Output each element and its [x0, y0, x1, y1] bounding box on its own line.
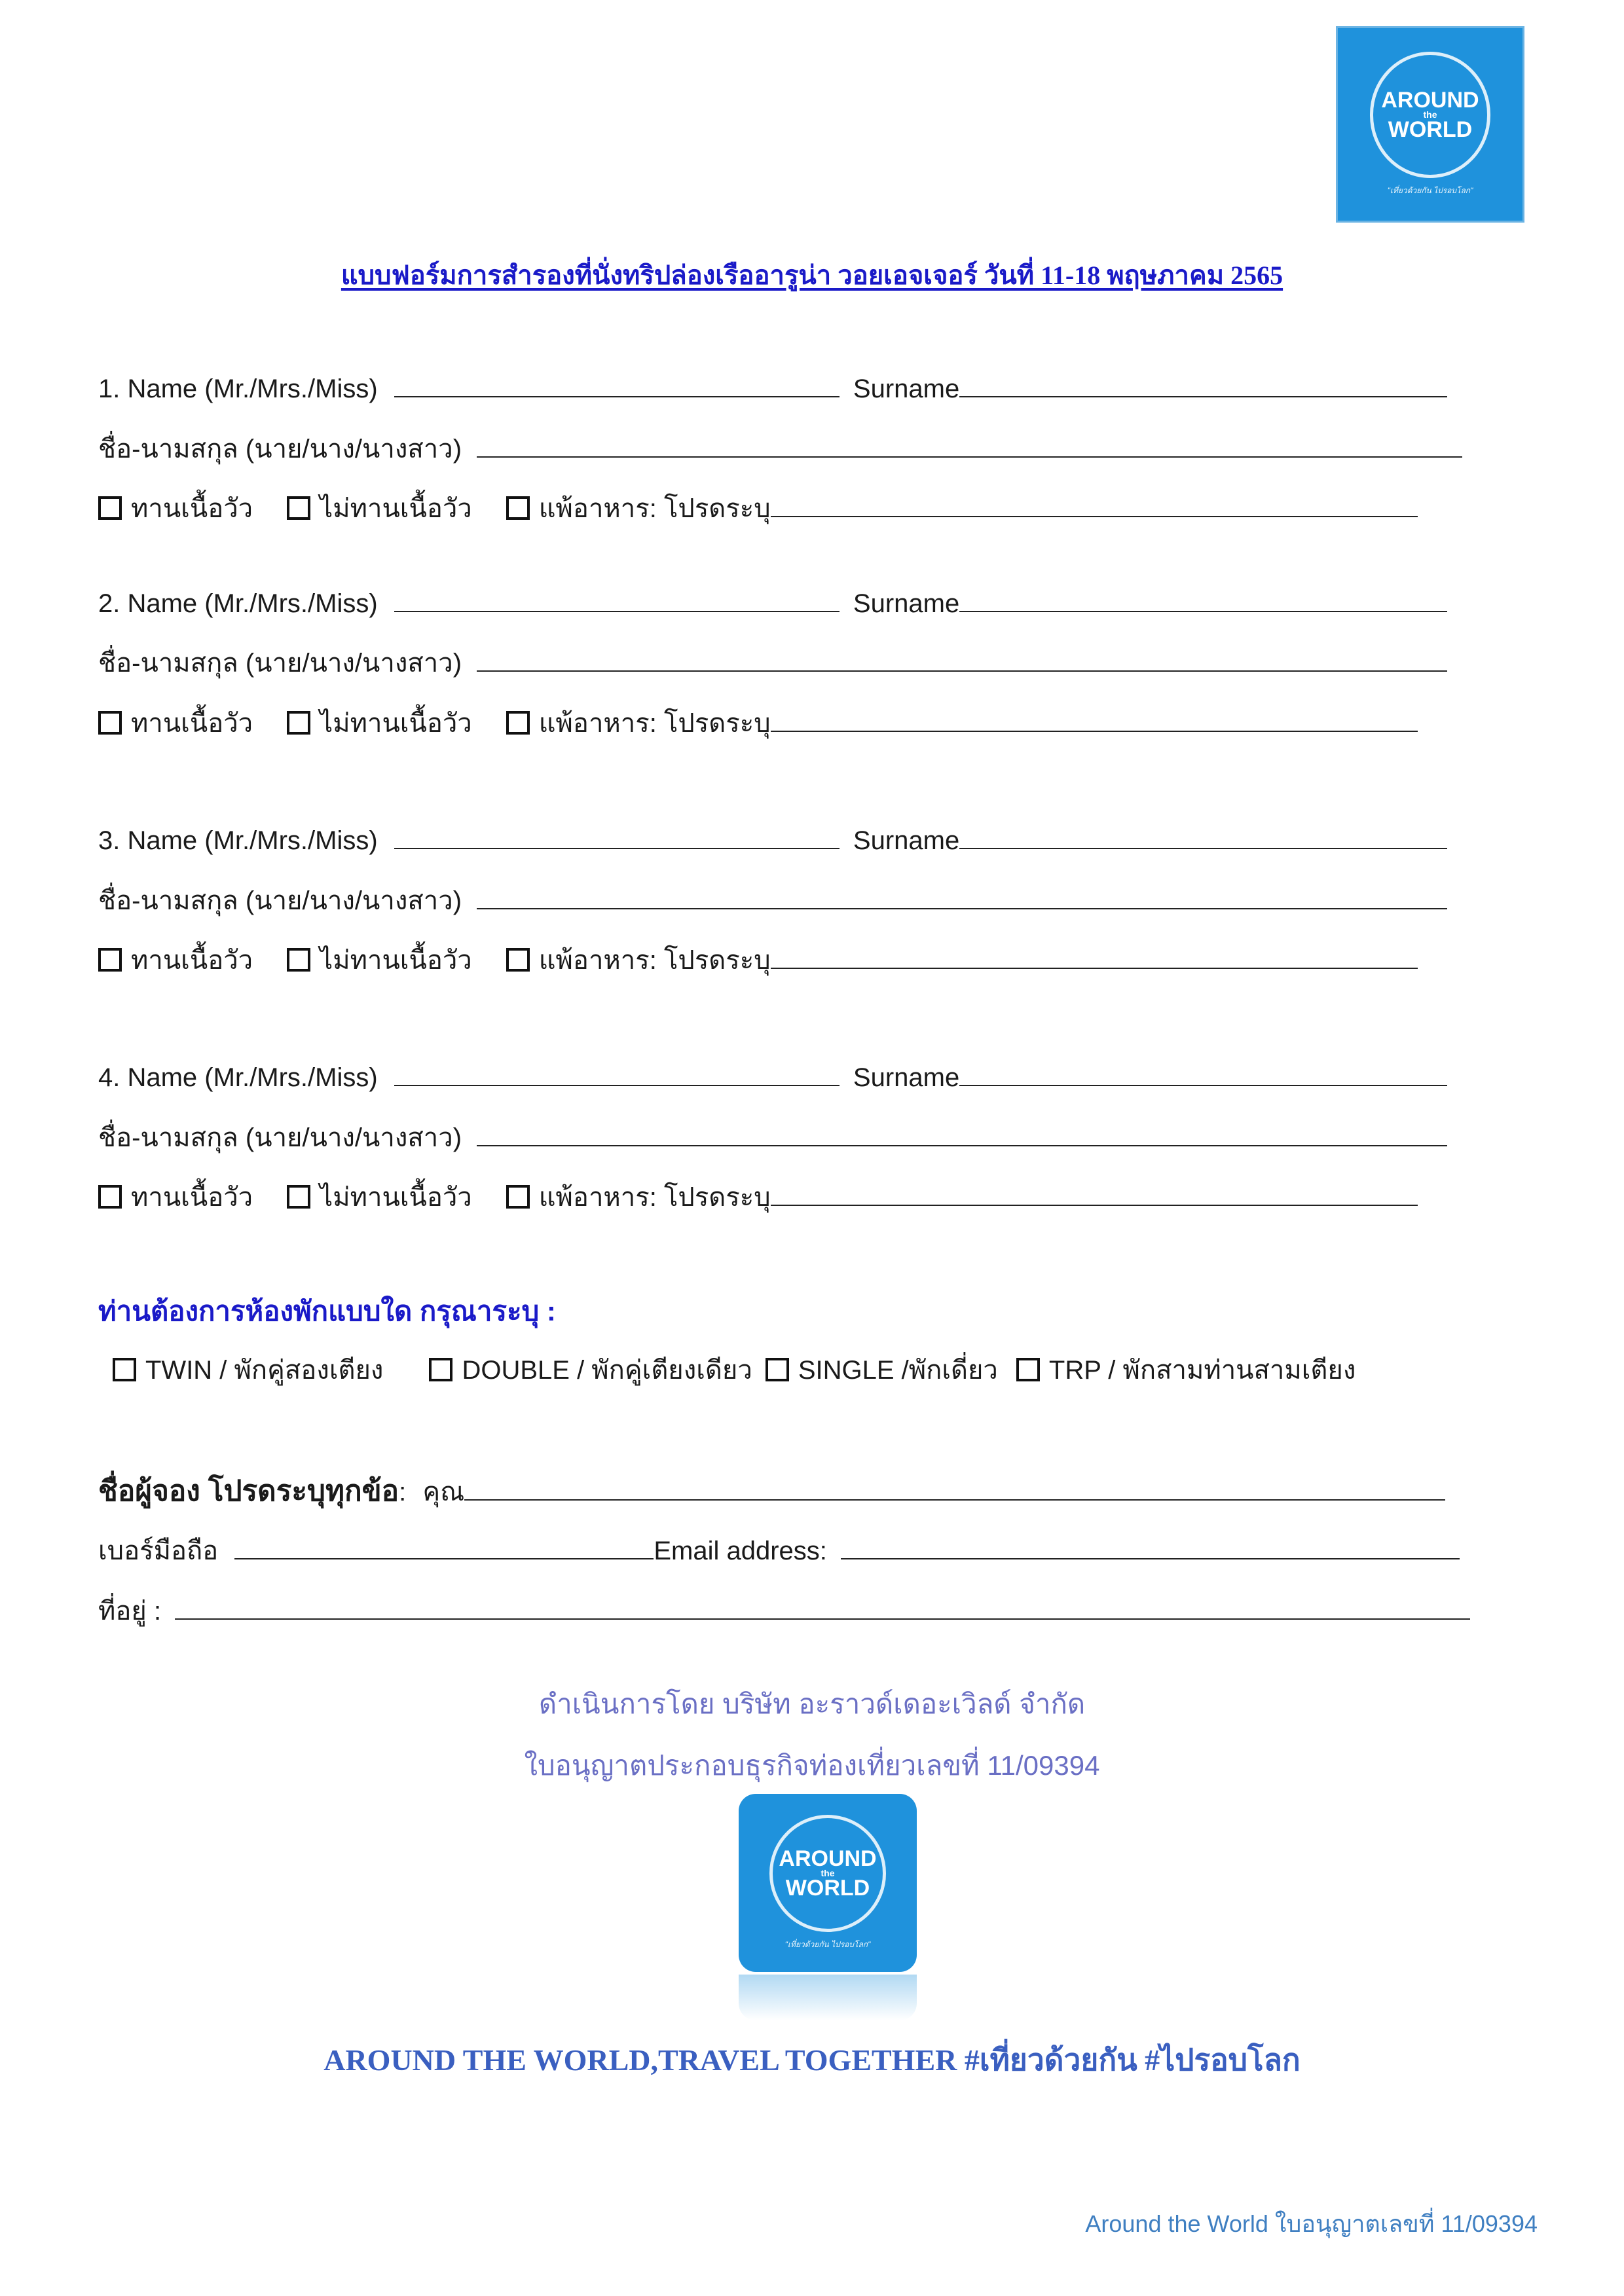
booker-name-row	[98, 1473, 1445, 1510]
thai-name-label: ชื่อ-นามสกุล (นาย/นาง/นางสาว)	[98, 886, 462, 915]
double-checkbox[interactable]	[429, 1358, 452, 1381]
beef-label: ทานเนื้อวัว	[131, 1183, 253, 1212]
company-logo-top	[1336, 26, 1524, 223]
logo-line1: AROUND	[1381, 87, 1479, 113]
phone-label: เบอร์มือถือ	[98, 1537, 219, 1565]
globe-icon	[769, 1815, 887, 1932]
booker-contact-row	[98, 1532, 1460, 1569]
allergy-field[interactable]	[771, 1178, 1418, 1206]
surname-label: Surname	[853, 826, 960, 855]
slogan: AROUND THE WORLD,TRAVEL TOGETHER #เที่ยวด้วยกัน #ไปรอบโลก	[323, 2043, 1301, 2077]
beef-label: ทานเนื้อวัว	[131, 494, 253, 523]
surname-field[interactable]	[959, 822, 1447, 849]
name-label: 1. Name (Mr./Mrs./Miss)	[98, 374, 378, 403]
surname-label: Surname	[853, 589, 960, 618]
thai-name-field[interactable]	[477, 644, 1447, 672]
logo-line2: the	[1423, 109, 1437, 120]
room-type-options	[113, 1352, 1356, 1389]
logo-line3: WORLD	[785, 1876, 870, 1901]
form-title: แบบฟอร์มการสำรองที่นั่งทริปล่องเรืออารูน่า วอยเอจเจอร์ วันที่ 11-18 พฤษภาคม 2565	[341, 261, 1283, 290]
logo-tagline: "เที่ยวด้วยกัน ไปรอบโลก"	[1387, 185, 1473, 195]
passenger-3-meal-row	[98, 941, 1418, 979]
name-field[interactable]	[394, 822, 840, 849]
no-beef-label: ไม่ทานเนื้อวัว	[320, 709, 472, 738]
beef-checkbox[interactable]	[98, 711, 122, 735]
allergy-label: แพ้อาหาร: โปรดระบุ	[538, 946, 771, 975]
allergy-label: แพ้อาหาร: โปรดระบุ	[538, 709, 771, 738]
booker-heading: ชื่อผู้จอง โปรดระบุทุกข้อ	[98, 1475, 399, 1507]
passenger-1-meal-row	[98, 490, 1418, 527]
email-label: Email address:	[654, 1537, 827, 1565]
email-field[interactable]	[841, 1532, 1460, 1559]
no-beef-checkbox[interactable]	[287, 711, 310, 735]
surname-label: Surname	[853, 374, 960, 403]
allergy-label: แพ้อาหาร: โปรดระบุ	[538, 494, 771, 523]
no-beef-checkbox[interactable]	[287, 1185, 310, 1209]
passenger-1-name-row	[98, 370, 1447, 407]
booker-colon: :	[399, 1478, 407, 1506]
thai-name-field[interactable]	[477, 430, 1462, 458]
no-beef-checkbox[interactable]	[287, 948, 310, 972]
company-logo-center	[739, 1794, 917, 1972]
no-beef-label: ไม่ทานเนื้อวัว	[320, 1183, 472, 1212]
thai-name-field[interactable]	[477, 1119, 1447, 1146]
name-label: 2. Name (Mr./Mrs./Miss)	[98, 589, 378, 618]
passenger-4-meal-row	[98, 1178, 1418, 1216]
no-beef-label: ไม่ทานเนื้อวัว	[320, 494, 472, 523]
passenger-2-meal-row	[98, 704, 1418, 742]
allergy-checkbox[interactable]	[506, 496, 530, 520]
allergy-checkbox[interactable]	[506, 711, 530, 735]
logo-reflection	[739, 1975, 917, 2020]
logo-line2: the	[821, 1867, 835, 1878]
allergy-checkbox[interactable]	[506, 1185, 530, 1209]
twin-checkbox[interactable]	[113, 1358, 136, 1381]
beef-label: ทานเนื้อวัว	[131, 946, 253, 975]
thai-name-label: ชื่อ-นามสกุล (นาย/นาง/นางสาว)	[98, 649, 462, 678]
beef-label: ทานเนื้อวัว	[131, 709, 253, 738]
passenger-4-thai-name-row	[98, 1119, 1447, 1156]
surname-field[interactable]	[959, 585, 1447, 612]
thai-name-label: ชื่อ-นามสกุล (นาย/นาง/นางสาว)	[98, 1123, 462, 1152]
name-field[interactable]	[394, 585, 840, 612]
phone-field[interactable]	[234, 1532, 654, 1559]
allergy-field[interactable]	[771, 704, 1418, 732]
single-label: SINGLE /พักเดี่ยว	[798, 1356, 998, 1385]
twin-label: TWIN / พักคู่สองเตียง	[145, 1356, 384, 1385]
khun-label: คุณ	[422, 1478, 465, 1506]
surname-label: Surname	[853, 1063, 960, 1092]
passenger-2-name-row	[98, 585, 1447, 622]
license-text: ใบอนุญาตประกอบธุรกิจท่องเที่ยวเลขที่ 11/09394	[524, 1750, 1100, 1781]
no-beef-checkbox[interactable]	[287, 496, 310, 520]
allergy-checkbox[interactable]	[506, 948, 530, 972]
allergy-field[interactable]	[771, 490, 1418, 517]
beef-checkbox[interactable]	[98, 948, 122, 972]
address-field[interactable]	[175, 1592, 1470, 1620]
surname-field[interactable]	[959, 1059, 1447, 1086]
passenger-2-thai-name-row	[98, 644, 1447, 682]
passenger-3-thai-name-row	[98, 882, 1447, 919]
beef-checkbox[interactable]	[98, 1185, 122, 1209]
name-field[interactable]	[394, 370, 840, 397]
logo-line1: AROUND	[779, 1846, 877, 1871]
booker-name-field[interactable]	[464, 1473, 1445, 1501]
surname-field[interactable]	[959, 370, 1447, 397]
name-label: 3. Name (Mr./Mrs./Miss)	[98, 826, 378, 855]
trp-label: TRP / พักสามท่านสามเตียง	[1048, 1356, 1356, 1385]
booker-address-row	[98, 1592, 1470, 1630]
passenger-4-name-row	[98, 1059, 1447, 1096]
bottom-license-note: Around the World ใบอนุญาตเลขที่ 11/09394	[1085, 2210, 1538, 2237]
thai-name-field[interactable]	[477, 882, 1447, 909]
operated-by-text: ดำเนินการโดย บริษัท อะราวด์เดอะเวิลด์ จำกัด	[538, 1688, 1086, 1719]
name-field[interactable]	[394, 1059, 840, 1086]
thai-name-label: ชื่อ-นามสกุล (นาย/นาง/นางสาว)	[98, 435, 462, 464]
room-type-heading: ท่านต้องการห้องพักแบบใด กรุณาระบุ :	[98, 1296, 556, 1326]
trp-checkbox[interactable]	[1016, 1358, 1040, 1381]
passenger-3-name-row	[98, 822, 1447, 859]
passenger-1-thai-name-row	[98, 430, 1462, 467]
no-beef-label: ไม่ทานเนื้อวัว	[320, 946, 472, 975]
address-label: ที่อยู่ :	[98, 1597, 162, 1626]
double-label: DOUBLE / พักคู่เตียงเดียว	[462, 1356, 752, 1385]
allergy-field[interactable]	[771, 941, 1418, 969]
globe-icon	[1370, 52, 1491, 177]
logo-tagline: "เที่ยวด้วยกัน ไปรอบโลก"	[784, 1939, 871, 1949]
allergy-label: แพ้อาหาร: โปรดระบุ	[538, 1183, 771, 1212]
name-label: 4. Name (Mr./Mrs./Miss)	[98, 1063, 378, 1092]
single-checkbox[interactable]	[766, 1358, 789, 1381]
logo-line3: WORLD	[1388, 117, 1473, 143]
beef-checkbox[interactable]	[98, 496, 122, 520]
